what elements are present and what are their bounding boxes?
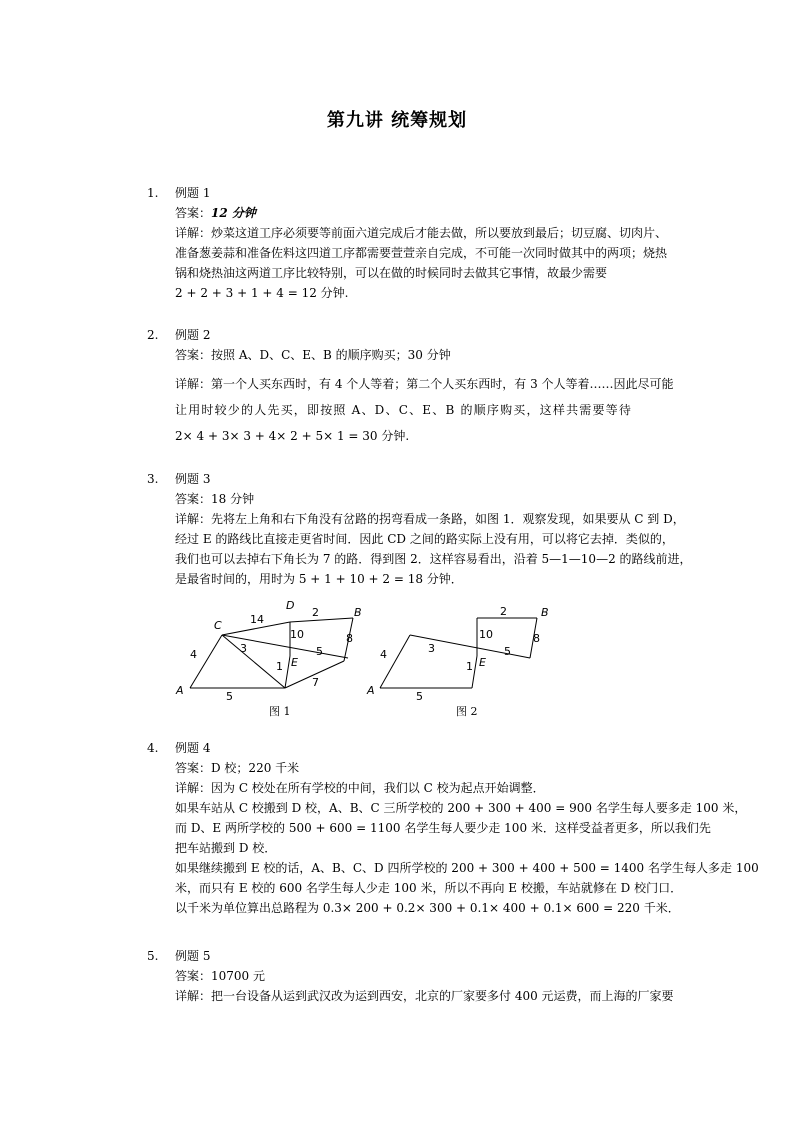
edge-label: 5 — [226, 690, 233, 703]
edge-label: 7 — [312, 676, 319, 689]
problem-number: 1. — [147, 186, 159, 200]
edge-a-c — [190, 635, 222, 688]
answer-line: 答案：按照 A、D、C、E、B 的顺序购买；30 分钟 — [175, 348, 451, 362]
problem-heading: 例题 5 — [175, 949, 211, 963]
figure-2-diagram — [380, 618, 537, 688]
vertex-e: E — [291, 656, 298, 669]
vertex-a: A — [367, 684, 375, 697]
edge-label: 8 — [346, 632, 353, 645]
edge-label: 4 — [380, 648, 387, 661]
detail-line: 米，而只有 E 校的 600 名学生每人少走 100 米，所以不再向 E 校搬，车站就修在 D 校门口． — [175, 881, 683, 895]
edge-label: 2 — [500, 605, 507, 618]
problem-heading: 例题 3 — [175, 472, 211, 486]
edge-label: 3 — [428, 642, 435, 655]
edge-label: 5 — [504, 645, 511, 658]
edge-label: 5 — [416, 690, 423, 703]
answer-line: 答案：10700 元 — [175, 969, 265, 983]
answer-line: 答案：18 分钟 — [175, 492, 255, 506]
edge-1 — [285, 656, 290, 688]
detail-line: 让用时较少的人先买，即按照 A、D、C、E、B 的顺序购买，这样共需要等待 — [175, 403, 633, 417]
answer-line: 答案：D 校；220 千米 — [175, 761, 300, 775]
figure-1-caption: 图 1 — [269, 705, 291, 718]
problem-heading: 例题 1 — [175, 186, 211, 200]
detail-line: 2 + 2 + 3 + 1 + 4 = 12 分钟. — [175, 286, 349, 300]
edge-d-b — [290, 618, 353, 622]
vertex-d: D — [286, 599, 295, 612]
detail-line: 我们也可以去掉右下角长为 7 的路．得到图 2．这样容易看出，沿着 5—1—10—2 的路线前进， — [175, 552, 692, 566]
problem-number: 3. — [147, 472, 159, 486]
vertex-b: B — [541, 606, 549, 619]
detail-line: 如果继续搬到 E 校的话，A、B、C、D 四所学校的 200 + 300 + 400 + 500 = 1400 名学生每人多走 100 — [175, 861, 759, 875]
edge-label: 8 — [533, 632, 540, 645]
vertex-e: E — [479, 656, 486, 669]
vertex-b: B — [354, 606, 362, 619]
edge-label: 3 — [240, 642, 247, 655]
detail-line: 详解：先将左上角和右下角没有岔路的拐弯看成一条路，如图 1．观察发现，如果要从 C 到 D， — [175, 512, 685, 526]
problem-number: 4. — [147, 741, 159, 755]
edge-label: 1 — [276, 660, 283, 673]
edge-label: 1 — [466, 660, 473, 673]
detail-line: 把车站搬到 D 校． — [175, 841, 277, 855]
edge-label: 5 — [316, 645, 323, 658]
vertex-a: A — [176, 684, 184, 697]
detail-line: 详解：因为 C 校处在所有学校的中间，我们以 C 校为起点开始调整． — [175, 781, 545, 795]
detail-line: 而 D、E 两所学校的 500 + 600 = 1100 名学生每人要少走 100 米．这样受益者更多，所以我们先 — [175, 821, 711, 835]
problem-heading: 例题 4 — [175, 741, 211, 755]
edge-label: 10 — [290, 628, 304, 641]
detail-line: 锅和烧热油这两道工序比较特别，可以在做的时候同时去做其它事情，故最少需要 — [175, 266, 608, 280]
problem-number: 5. — [147, 949, 159, 963]
edge-label: 2 — [312, 606, 319, 619]
detail-line: 如果车站从 C 校搬到 D 校，A、B、C 三所学校的 200 + 300 + 400 = 900 名学生每人要多走 100 米， — [175, 801, 747, 815]
route-figures — [170, 596, 590, 726]
edge-label: 4 — [190, 648, 197, 661]
page-title: 第九讲 统筹规划 — [326, 110, 468, 131]
detail-line: 准备葱姜蒜和准备佐料这四道工序都需要萱萱亲自完成，不可能一次同时做其中的两项；烧热 — [175, 246, 668, 260]
vertex-c: C — [214, 619, 222, 632]
problem-number: 2. — [147, 328, 159, 342]
problem-heading: 例题 2 — [175, 328, 211, 342]
figure-1-labels — [175, 599, 362, 703]
detail-line: 2× 4 + 3× 3 + 4× 2 + 5× 1 = 30 分钟. — [175, 429, 410, 443]
detail-line: 经过 E 的路线比直接走更省时间．因此 CD 之间的路实际上没有用，可以将它去掉．类似的， — [175, 532, 674, 546]
detail-line: 以千米为单位算出总路程为 0.3× 200 + 0.2× 300 + 0.1× 400 + 0.1× 600 = 220 千米． — [175, 901, 680, 915]
detail-line: 详解：把一台设备从运到武汉改为运到西安，北京的厂家要多付 400 元运费，而上海的厂家要 — [175, 989, 674, 1003]
edge-a-left — [380, 635, 410, 688]
answer-value: 12 分钟 — [211, 206, 256, 220]
detail-line: 详解：第一个人买东西时，有 4 个人等着；第二个人买东西时，有 3 个人等着……因此尽可能 — [175, 377, 674, 391]
detail-line: 是最省时间的，用时为 5 + 1 + 10 + 2 = 18 分钟． — [175, 572, 463, 586]
detail-line: 详解：炒菜这道工序必须要等前面六道完成后才能去做，所以要放到最后；切豆腐、切肉片、 — [175, 226, 668, 240]
edge-label: 14 — [250, 613, 264, 626]
figure-2-caption: 图 2 — [456, 705, 478, 718]
answer-line: 答案：12 分钟 — [175, 206, 256, 220]
edge-label: 10 — [479, 628, 493, 641]
